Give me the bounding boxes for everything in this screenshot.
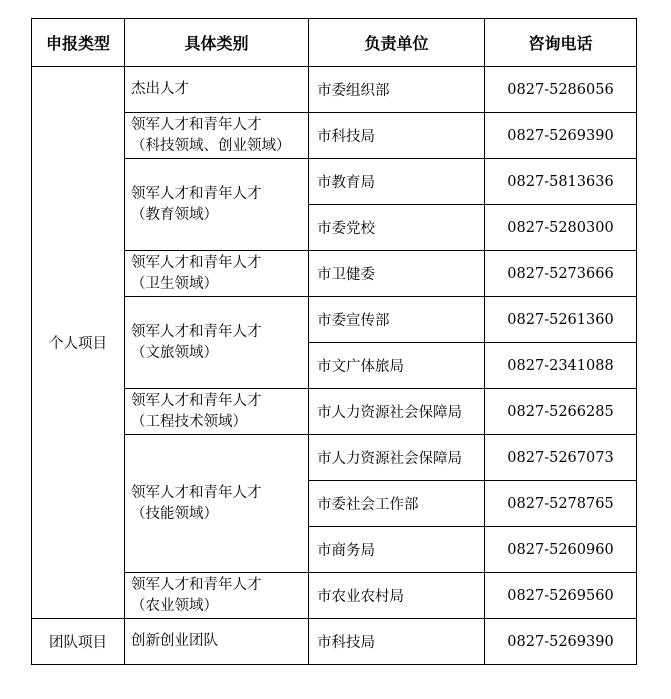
- category-line: 领军人才和青年人才: [131, 116, 262, 133]
- phone-cell: 0827-5269390: [485, 619, 637, 665]
- unit-cell: 市教育局: [309, 159, 485, 205]
- category-startup-team: [125, 619, 309, 665]
- unit-cell: 市委组织部: [309, 67, 485, 113]
- category-line: 杰出人才: [131, 81, 189, 97]
- contact-table: [31, 18, 637, 665]
- unit-cell: 市委宣传部: [309, 297, 485, 343]
- unit-cell: 市人力资源社会保障局: [309, 389, 485, 435]
- category-culture: [125, 297, 309, 389]
- phone-cell: 0827-5261360: [485, 297, 637, 343]
- category-tech: [125, 113, 309, 159]
- category-agriculture: [125, 573, 309, 619]
- unit-cell: 市文广体旅局: [309, 343, 485, 389]
- unit-cell: 市委社会工作部: [309, 481, 485, 527]
- category-line: 领军人才和青年人才: [131, 323, 262, 340]
- category-line: 领军人才和青年人才: [131, 576, 262, 593]
- phone-cell: 0827-5286056: [485, 67, 637, 113]
- unit-cell: 市科技局: [309, 113, 485, 159]
- phone-cell: 0827-5269390: [485, 113, 637, 159]
- phone-cell: 0827-5813636: [485, 159, 637, 205]
- category-line: （科技领域、创业领域）: [131, 137, 291, 154]
- table-row: [32, 67, 637, 113]
- phone-cell: 0827-5278765: [485, 481, 637, 527]
- unit-cell: 市农业农村局: [309, 573, 485, 619]
- phone-cell: 0827-5269560: [485, 573, 637, 619]
- type-individual: 个人项目: [32, 67, 125, 619]
- category-engineering: [125, 389, 309, 435]
- type-team: 团队项目: [32, 619, 125, 665]
- category-health: [125, 251, 309, 297]
- category-line: 领军人才和青年人才: [131, 484, 262, 501]
- category-line: 领军人才和青年人才: [131, 392, 262, 409]
- unit-cell: 市商务局: [309, 527, 485, 573]
- table-row: [32, 619, 637, 665]
- table-header-row: [32, 19, 637, 67]
- category-education: [125, 159, 309, 251]
- phone-cell: 0827-5260960: [485, 527, 637, 573]
- phone-cell: 0827-5273666: [485, 251, 637, 297]
- category-line: （卫生领域）: [131, 275, 218, 292]
- phone-cell: 0827-2341088: [485, 343, 637, 389]
- category-skills: [125, 435, 309, 573]
- header-phone: 咨询电话: [485, 19, 637, 67]
- phone-cell: 0827-5280300: [485, 205, 637, 251]
- unit-cell: 市人力资源社会保障局: [309, 435, 485, 481]
- category-line: 创新创业团队: [131, 633, 218, 649]
- category-line: 领军人才和青年人才: [131, 254, 262, 271]
- category-line: （工程技术领域）: [131, 413, 247, 430]
- unit-cell: 市科技局: [309, 619, 485, 665]
- header-unit: 负责单位: [309, 19, 485, 67]
- category-outstanding: [125, 67, 309, 113]
- category-line: （教育领域）: [131, 206, 218, 223]
- category-line: 领军人才和青年人才: [131, 185, 262, 202]
- header-type: 申报类型: [32, 19, 125, 67]
- unit-cell: 市委党校: [309, 205, 485, 251]
- unit-cell: 市卫健委: [309, 251, 485, 297]
- category-line: （技能领域）: [131, 505, 218, 522]
- phone-cell: 0827-5267073: [485, 435, 637, 481]
- category-line: （农业领域）: [131, 597, 218, 614]
- phone-cell: 0827-5266285: [485, 389, 637, 435]
- category-line: （文旅领域）: [131, 344, 218, 361]
- header-category: 具体类别: [125, 19, 309, 67]
